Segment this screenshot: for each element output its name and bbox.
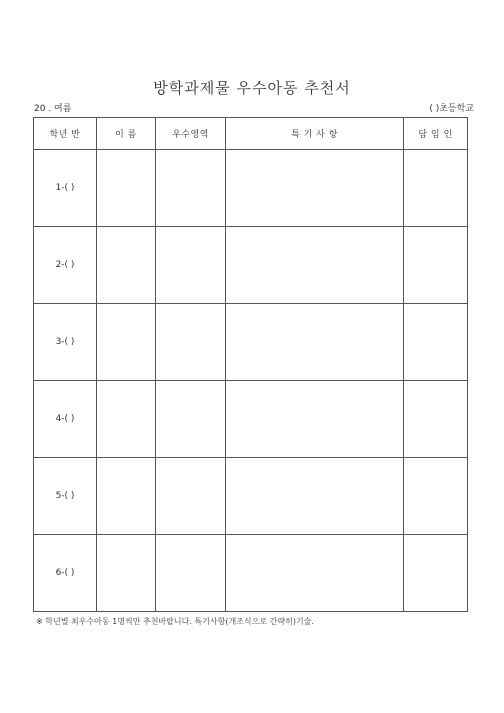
- teacher-seal-cell[interactable]: [404, 458, 468, 535]
- table-row: [34, 227, 468, 304]
- table-row: [34, 304, 468, 381]
- special-notes-cell[interactable]: [226, 227, 404, 304]
- header-special-notes: 특 기 사 항: [226, 118, 404, 150]
- grade-class-cell: 4-( ): [34, 381, 97, 458]
- special-notes-cell[interactable]: [226, 304, 404, 381]
- name-cell[interactable]: [97, 381, 156, 458]
- school-name-label: ( )초등학교: [429, 104, 474, 114]
- header-teacher-seal: 담 임 인: [404, 118, 468, 150]
- teacher-seal-cell[interactable]: [404, 304, 468, 381]
- table-row: [34, 458, 468, 535]
- name-cell[interactable]: [97, 304, 156, 381]
- teacher-seal-cell[interactable]: [404, 150, 468, 227]
- excellence-area-cell[interactable]: [156, 227, 226, 304]
- document-title: 방학과제물 우수아동 추천서: [153, 79, 351, 97]
- name-cell[interactable]: [97, 227, 156, 304]
- grade-class-cell: 6-( ): [34, 535, 97, 612]
- special-notes-cell[interactable]: [226, 381, 404, 458]
- teacher-seal-cell[interactable]: [404, 227, 468, 304]
- teacher-seal-cell[interactable]: [404, 535, 468, 612]
- excellence-area-cell[interactable]: [156, 458, 226, 535]
- table-row: [34, 381, 468, 458]
- table-row: [34, 150, 468, 227]
- recommendation-table: [33, 117, 468, 612]
- table-row: [34, 535, 468, 612]
- season-label: 20 . 여름: [34, 104, 72, 114]
- excellence-area-cell[interactable]: [156, 535, 226, 612]
- excellence-area-cell[interactable]: [156, 381, 226, 458]
- name-cell[interactable]: [97, 458, 156, 535]
- grade-class-cell: 1-( ): [34, 150, 97, 227]
- excellence-area-cell[interactable]: [156, 150, 226, 227]
- name-cell[interactable]: [97, 535, 156, 612]
- grade-class-cell: 3-( ): [34, 304, 97, 381]
- grade-class-cell: 5-( ): [34, 458, 97, 535]
- grade-class-cell: 2-( ): [34, 227, 97, 304]
- special-notes-cell[interactable]: [226, 458, 404, 535]
- special-notes-cell[interactable]: [226, 150, 404, 227]
- header-grade-class: 학년 반: [34, 118, 97, 150]
- table-header-row: [34, 118, 468, 150]
- header-excellence-area: 우수영역: [156, 118, 226, 150]
- footnote: ※ 학년별 최우수아동 1명씩만 추천바랍니다. 특기사항(개조식으로 간략히)기술.: [36, 617, 314, 626]
- name-cell[interactable]: [97, 150, 156, 227]
- teacher-seal-cell[interactable]: [404, 381, 468, 458]
- special-notes-cell[interactable]: [226, 535, 404, 612]
- header-name: 이 름: [97, 118, 156, 150]
- excellence-area-cell[interactable]: [156, 304, 226, 381]
